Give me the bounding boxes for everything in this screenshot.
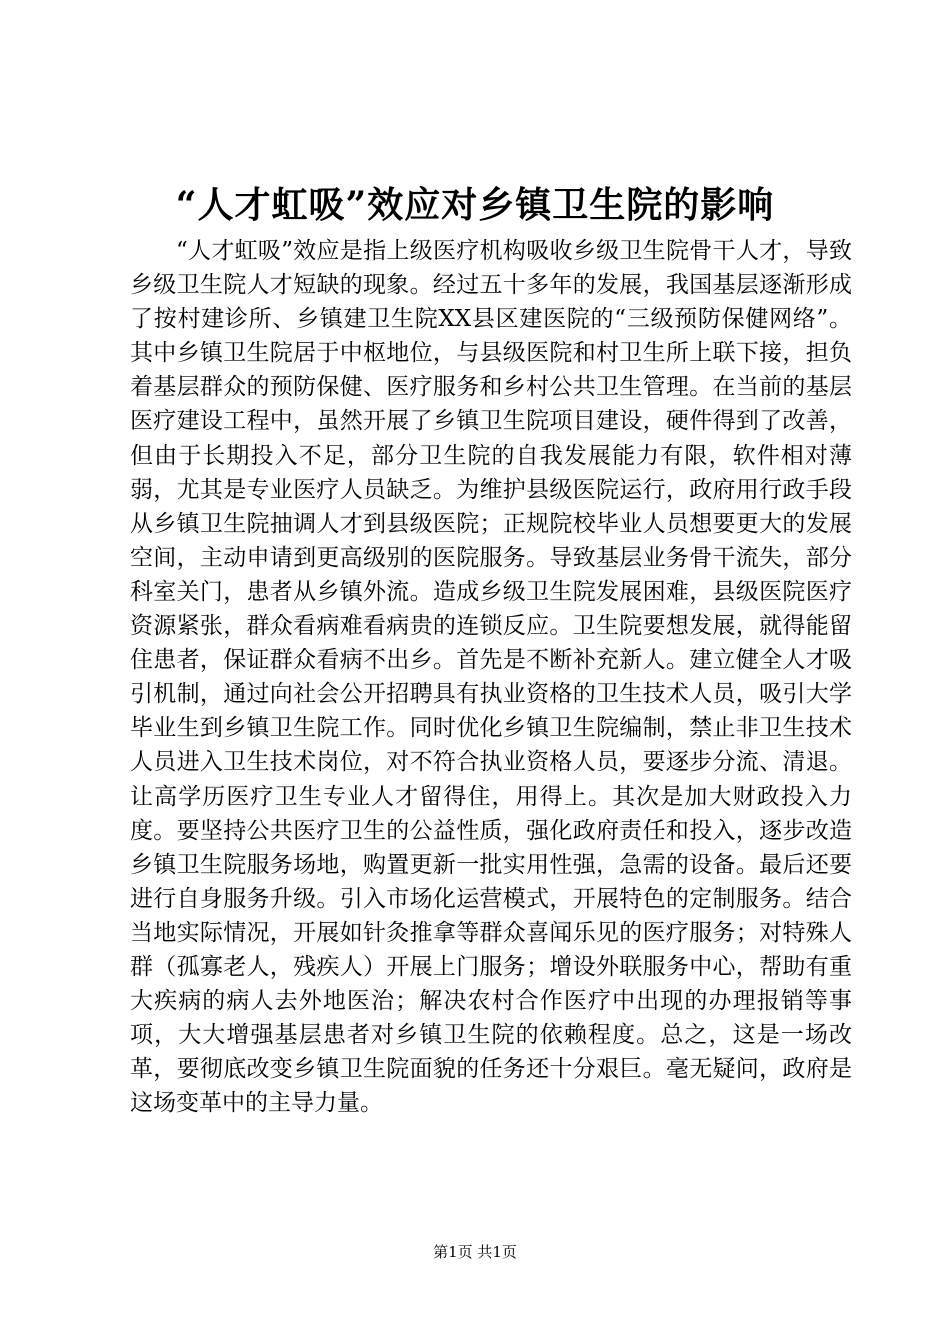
document-body-paragraph: “人才虹吸”效应是指上级医疗机构吸收乡级卫生院骨干人才，导致乡级卫生院人才短缺的现象。经过五十多年的发展，我国基层逐渐形成了按村建诊所、乡镇建卫生院XX县区建医院的“三级预防保健网络”。其中乡镇卫生院居于中枢地位，与县级医院和村卫生所上联下接，担负着基层群众的预防保健、医疗服务和乡村公共卫生管理。在当前的基层医疗建设工程中，虽然开展了乡镇卫生院项目建设，硬件得到了改善，但由于长期投入不足，部分卫生院的自我发展能力有限，软件相对薄弱，尤其是专业医疗人员缺乏。为维护县级医院运行，政府用行政手段从乡镇卫生院抽调人才到县级医院；正规院校毕业人员想要更大的发展空间，主动申请到更高级别的医院服务。导致基层业务骨干流失，部分科室关门，患者从乡镇外流。造成乡级卫生院发展困难，县级医院医疗资源紧张，群众看病难看病贵的连锁反应。卫生院要想发展，就得能留住患者，保证群众看病不出乡。首先是不断补充新人。建立健全人才吸引机制，通过向社会公开招聘具有执业资格的卫生技术人员，吸引大学毕业生到乡镇卫生院工作。同时优化乡镇卫生院编制，禁止非卫生技术人员进入卫生技术岗位，对不符合执业资格人员，要逐步分流、清退。让高学历医疗卫生专业人才留得住，用得上。其次是加大财政投入力度。要坚持公共医疗卫生的公益性质，强化政府责任和投入，逐步改造乡镇卫生院服务场地，购置更新一批实用性强，急需的设备。最后还要进行自身服务升级。引入市场化运营模式，开展特色的定制服务。结合当地实际情况，开展如针灸推拿等群众喜闻乐见的医疗服务；对特殊人群（孤寡老人，残疾人）开展上门服务；增设外联服务中心，帮助有重大疾病的病人去外地医治；解决农村合作医疗中出现的办理报销等事项，大大增强基层患者对乡镇卫生院的依赖程度。总之，这是一场改革，要彻底改变乡镇卫生院面貌的任务还十分艰巨。毫无疑问，政府是这场变革中的主导力量。	[130, 238, 852, 1117]
page-number-footer: 第1页 共1页	[433, 1243, 517, 1261]
document-title: “人才虹吸”效应对乡镇卫生院的影响	[175, 184, 775, 226]
